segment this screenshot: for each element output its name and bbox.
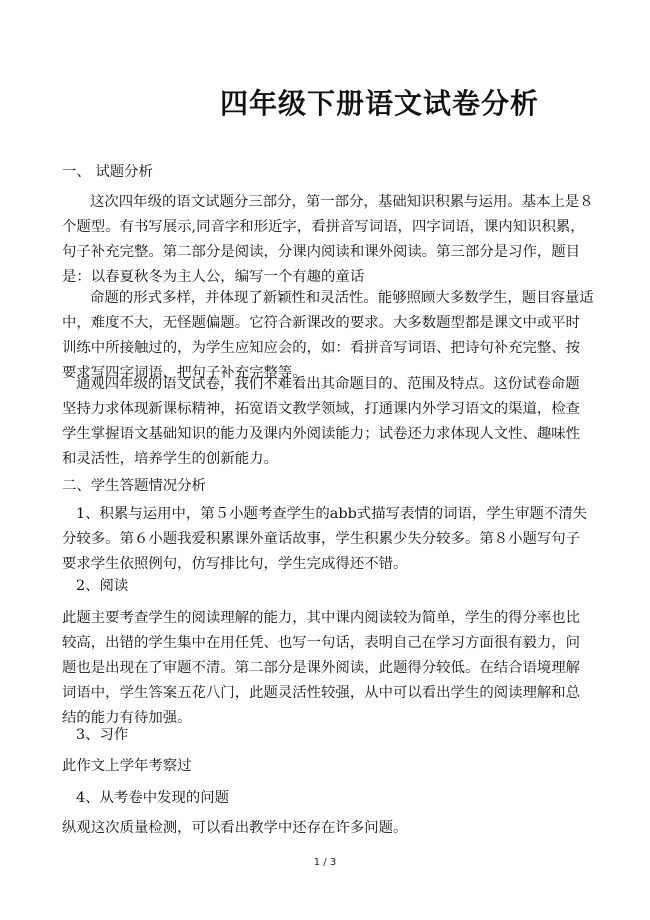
subheading-reading: 2、阅读 xyxy=(76,578,129,594)
section-heading-1: 一、 试题分析 xyxy=(62,164,153,180)
paragraph-2: 命题的形式多样，并体现了新颖性和灵活性。能够照顾大多数学生，题目容量适中，难度不大，无怪题偏题。它符合新课改的要求。大多数题型都是课文中或平时训练中所接触过的，为学生应知应会的，如：看拼音写词语、把诗句补充完整、按要求写四字词语、把句子补充完整等。 xyxy=(62,290,594,381)
paragraph-4: 1、积累与运用中，第５小题考查学生的abb式描写表情的词语，学生审题不清失分较多。第６小题我爱积累课外童话故事，学生积累少失分较多。第８小题写句子要求学生依照例句，仿写排比句，学生完成得还不错。 xyxy=(62,506,588,572)
paragraph-7: 纵观这次质量检测，可以看出教学中还存在许多问题。 xyxy=(62,820,408,836)
subheading-problems: 4、从考卷中发现的问题 xyxy=(76,790,230,806)
page-number: 1 / 3 xyxy=(313,857,337,868)
subheading-writing: 3、习作 xyxy=(76,727,129,743)
paragraph-3: 通观四年级的语文试卷，我们不难看出其命题目的、范围及特点。这份试卷命题坚持力求体现新课标精神，拓宽语文教学领域，打通课内外学习语文的渠道，检查学生掌握语文基础知识的能力及课内外阅读能力；试卷还力求体现人文性、趣味性和灵活性，培养学生的创新能力。 xyxy=(62,376,581,467)
paragraph-6: 此作文上学年考察过 xyxy=(62,758,192,774)
section-heading-2: 二、学生答题情况分析 xyxy=(62,478,206,494)
paragraph-1: 这次四年级的语文试题分三部分，第一部分，基础知识积累与运用。基本上是８个题型。有书写展示,同音字和形近字，看拼音写词语，四字词语，课内知识积累，句子补充完整。第二部分是阅读，分课内阅读和课外阅读。第三部分是习作，题目是：以春夏秋冬为主人公，编写一个有趣的童话 xyxy=(62,194,594,285)
paragraph-5: 此题主要考查学生的阅读理解的能力，其中课内阅读较为简单，学生的得分率也比较高，出错的学生集中在用任凭、也写一句话，表明自己在学习方面很有毅力，问题也是出现在了审题不清。第二部分是课外阅读，此题得分较低。在结合语境理解词语中，学生答案五花八门，此题灵活性较强，从中可以看出学生的阅读理解和总结的能力有待加强。 xyxy=(62,610,581,726)
page-title: 四年级下册语文试卷分析 xyxy=(220,87,540,120)
